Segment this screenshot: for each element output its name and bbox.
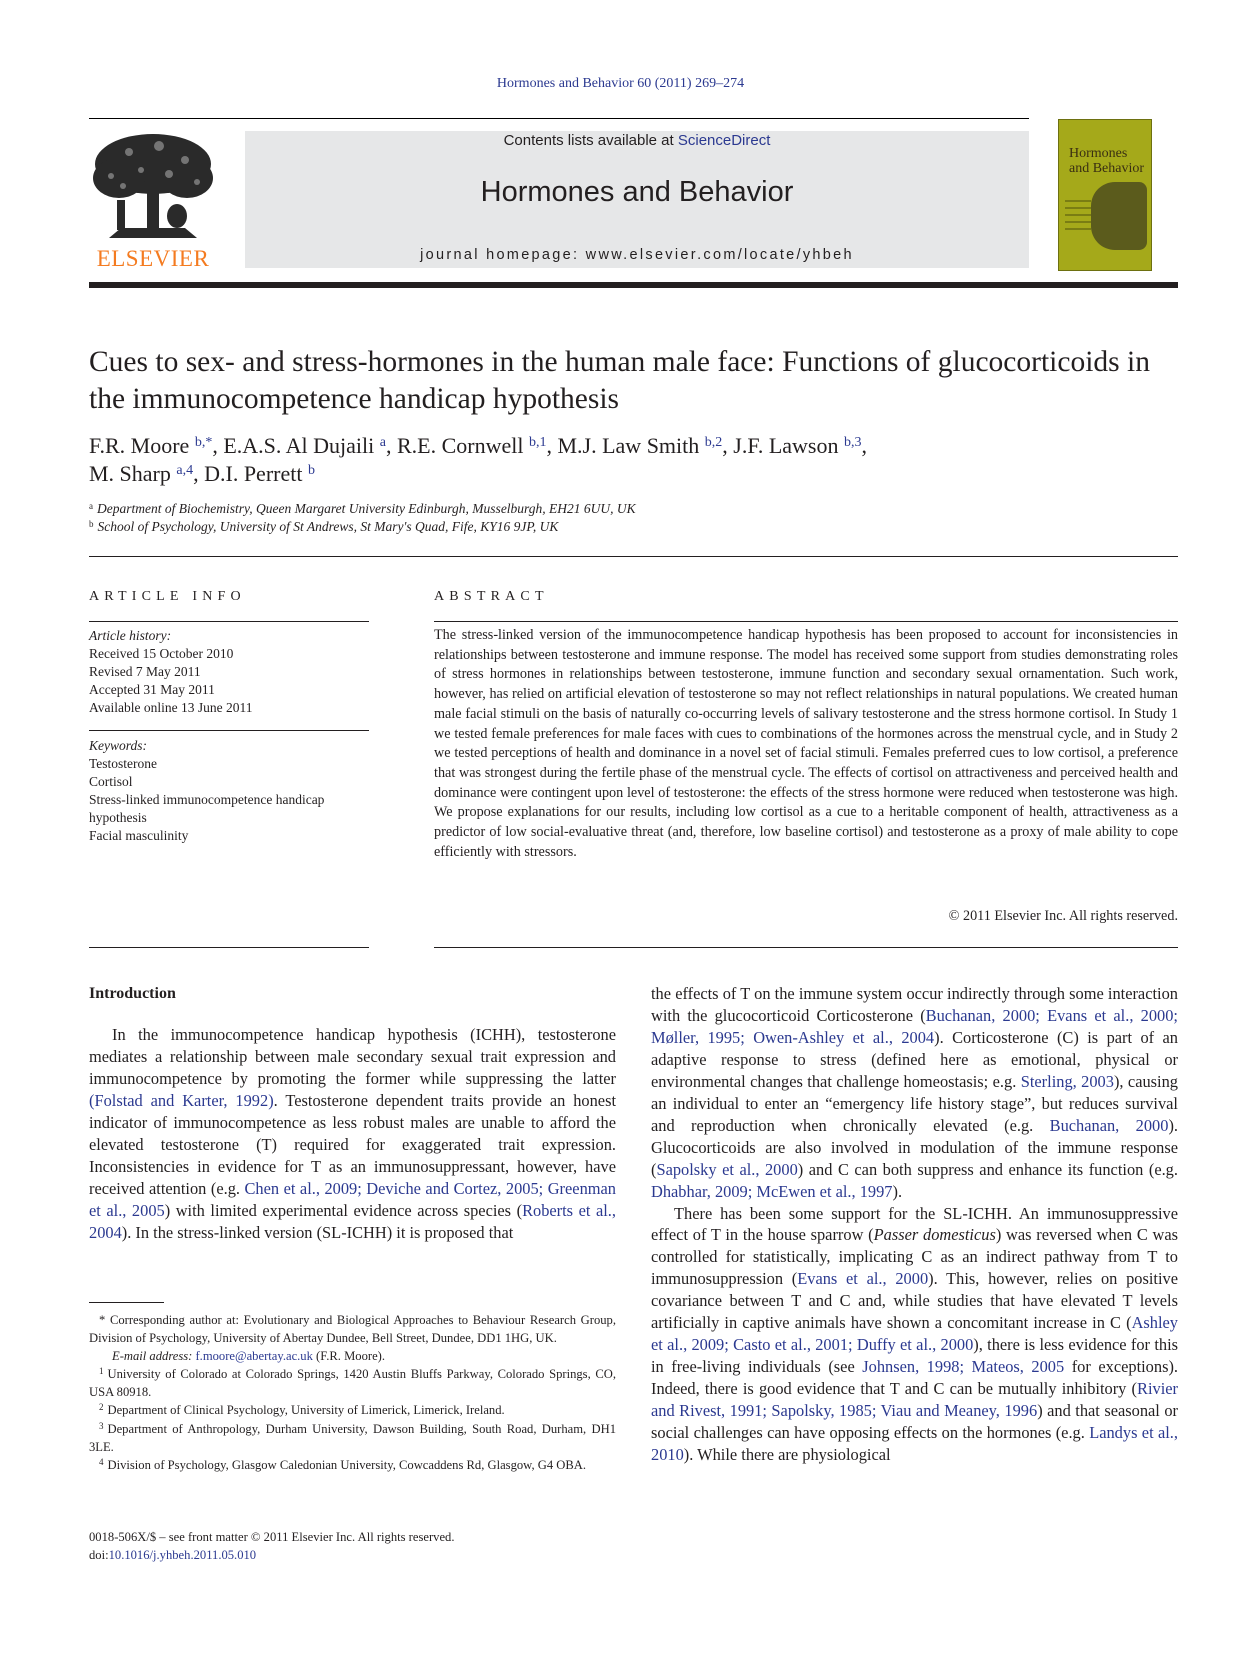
author: R.E. Cornwell (396, 433, 524, 458)
cover-title-line-2: and Behavior (1069, 161, 1145, 176)
citation-link[interactable]: Landys et al., 2010 (651, 1423, 1178, 1465)
body-text: ), causing an individual to enter an “emergency life history stage”, but reduces survival and reproduction when chronically elevated (e.g. (651, 1071, 1179, 1135)
affiliation-item (89, 518, 1179, 536)
intro-paragraph-2 (651, 983, 1178, 1203)
citation-link[interactable]: Rivier and Rivest, 1991; Sapolsky, 1985; Viau and Meaney, 1996 (651, 1379, 1178, 1421)
keyword-item: Testosterone (89, 756, 158, 771)
body-text: In the immunocompetence handicap hypothesis (ICHH), testosterone mediates a relationship between male secondary sexual trait expression and immunocompetence by promoting the former while suppressing the latter (89, 1025, 616, 1088)
keyword-item: Stress-linked immunocompetence handicap hypothesis (89, 792, 325, 825)
history-online: Available online 13 June 2011 (89, 700, 253, 715)
cover-title (1069, 146, 1144, 176)
journal-cover-thumbnail[interactable] (1058, 119, 1152, 271)
affiliation-mark: b (89, 519, 94, 529)
abstract-copyright: © 2011 Elsevier Inc. All rights reserved. (948, 908, 1178, 924)
author-separator: , (212, 433, 224, 458)
article-title: Cues to sex- and stress-hormones in the human male face: Functions of glucocorticoids in the immunocompetence handicap hypothesis (89, 346, 1150, 415)
footnote-4 (89, 1456, 616, 1474)
footnote-mark: 2 (99, 1402, 104, 1413)
body-text: ). (892, 1181, 903, 1201)
body-text: ). This, however, relies on positive covariance between T and C and, while studies that have elevated T levels artificially in captive animals have shown a concomitant increase in C ( (651, 1269, 1178, 1333)
sciencedirect-link[interactable]: ScienceDirect (677, 132, 771, 149)
footnote-rule (89, 1302, 164, 1303)
journal-title: Hormones and Behavior (480, 176, 794, 208)
abstract-text: The stress-linked version of the immunocompetence handicap hypothesis has been proposed to account for inconsistencies in relationships between testosterone and immune response. The model has received some support from studies demonstrating roles of stress hormones in relationships between testosterone, immune function and secondary sexual ornamentation. Such work, however, has relied on artificial elevation of testosterone so may not reflect relationships in natural populations. We created human male facial stimuli on the basis of naturally co-occurring levels of salivary testosterone and the stress hormone cortisol. In Study 1 we tested female preferences for male faces with cues to combinations of the hormones across the menstrual cycle, and in Study 2 we tested perceptions of health and dominance in a novel set of facial stimuli. Females preferred cues to low cortisol, a preference that was strongest during the fertile phase of the menstrual cycle. The effects of cortisol on attractiveness and perceived health and dominance were contingent upon level of testosterone: the effects of the stress hormone were reduced when testosterone was high. We propose explanations for our results, including low cortisol as a cue to a heritable component of health, attractiveness as a predictor of low social-evaluative threat (and, therefore, low baseline cortisol) and testosterone as a proxy of male ability to cope efficiently with stressors. (434, 627, 1178, 860)
footnote-text: Department of Clinical Psychology, University of Limerick, Limerick, Ireland. (107, 1403, 505, 1418)
article-info-rule-bottom (89, 947, 369, 948)
body-text: There has been some support for the SL-ICHH. An immunosuppressive effect of T in the house sparrow ( (651, 1203, 1178, 1245)
history-received: Received 15 October 2010 (89, 646, 234, 661)
doi-line (89, 1546, 689, 1564)
body-text: ). Corticosterone (C) is part of an adaptive response to stress (defined here as emotional, physical or environmental changes that challenge homeostasis; e.g. (651, 1027, 1179, 1091)
body-text: ) and C can both suppress and enhance its function (e.g. (797, 1159, 1178, 1179)
citation-link[interactable]: Dhabhar, 2009; McEwen et al., 1997 (651, 1181, 893, 1201)
issn-line: 0018-506X/$ – see front matter © 2011 Elsevier Inc. All rights reserved. (89, 1530, 455, 1544)
author-affil-mark[interactable]: a,4 (176, 463, 194, 478)
author-separator: , (385, 433, 397, 458)
species-name: Passer domesticus (873, 1225, 996, 1245)
footnote-mark: 4 (99, 1456, 104, 1467)
keywords-rule (89, 730, 369, 731)
citation-link[interactable]: Sapolsky et al., 2000 (656, 1159, 798, 1179)
elsevier-tree-icon (89, 130, 217, 242)
footnote-corresponding: * Corresponding author at: Evolutionary and Biological Approaches to Behaviour Research Group, Division of Psychology, University of Abertay Dundee, Bell Street, Dundee, DD1 1HG, UK. (89, 1313, 616, 1346)
keywords-label: Keywords: (89, 738, 147, 753)
author: J.F. Lawson (733, 433, 839, 458)
body-text: ). While there are physiological (683, 1445, 891, 1465)
citation-link[interactable]: Chen et al., 2009; Deviche and Cortez, 2005; Greenman et al., 2005 (89, 1178, 616, 1220)
body-text: ). Glucocorticoids are also involved in modulation of the immune response ( (651, 1115, 1178, 1179)
keyword-item: Cortisol (89, 774, 133, 789)
introduction-heading: Introduction (89, 985, 176, 1002)
body-text: for exceptions). Indeed, there is good evidence that T and C can be mutually inhibitory ( (651, 1357, 1179, 1399)
abstract-rule-bottom (434, 947, 1178, 948)
journal-reference[interactable]: Hormones and Behavior 60 (2011) 269–274 (496, 76, 745, 91)
contents-prefix: Contents lists available at (503, 132, 678, 149)
footnote-text: University of Colorado at Colorado Springs, 1420 Austin Bluffs Parkway, Colorado Springs, CO, USA 80918. (89, 1367, 616, 1400)
body-text: the effects of T on the immune system occur indirectly through some interaction with the glucocorticoid Corticosterone ( (651, 984, 1178, 1025)
cover-photo (1091, 182, 1147, 250)
footnote-text: Division of Psychology, Glasgow Caledonian University, Cowcaddens Rd, Glasgow, G4 OBA. (107, 1457, 587, 1472)
author-affil-mark[interactable]: b (307, 463, 315, 478)
citation-link[interactable]: Buchanan, 2000; Evans et al., 2000; Møller, 1995; Owen-Ashley et al., 2004 (651, 1005, 1178, 1047)
citation-link[interactable]: (Folstad and Karter, 1992) (89, 1090, 274, 1110)
affiliations (89, 500, 1179, 536)
cover-title-line-1: Hormones (1069, 146, 1128, 161)
author-affil-mark[interactable]: b,2 (704, 435, 723, 450)
author: M.J. Law Smith (557, 433, 700, 458)
affiliation-item (89, 500, 1179, 518)
body-column-right (651, 983, 1178, 1466)
top-rule (89, 118, 1029, 119)
citation-link[interactable]: Johnsen, 1998; Mateos, 2005 (862, 1357, 1065, 1377)
footnotes (89, 1311, 616, 1474)
journal-homepage[interactable]: journal homepage: www.elsevier.com/locate/yhbeh (420, 247, 854, 263)
email-label: E-mail address: (112, 1349, 196, 1364)
body-text: ) and that seasonal or social challenges can have opposing effects on the hormones (e.g. (651, 1401, 1179, 1443)
affiliation-mark: a (89, 501, 93, 511)
history-label: Article history: (89, 628, 172, 643)
article-info-heading: ARTICLE INFO (89, 589, 246, 604)
intro-paragraph-3 (651, 1203, 1178, 1466)
body-text: ) was reversed when C was controlled for statistically, implicating C as an indirect pathway from T to immunosuppression ( (651, 1225, 1178, 1289)
author-affil-mark[interactable]: b,1 (528, 435, 547, 450)
history-revised: Revised 7 May 2011 (89, 664, 201, 679)
cover-text-lines (1065, 200, 1091, 235)
body-text: ), there is less evidence for this in free-living individuals (see (651, 1335, 1178, 1377)
contents-line (245, 132, 1029, 149)
author-list (89, 432, 1179, 488)
author: F.R. Moore (89, 433, 190, 458)
footnote-3 (89, 1420, 616, 1456)
body-text: ). In the stress-linked version (SL-ICHH) it is proposed that (121, 1222, 514, 1242)
footnote-mark: 1 (99, 1366, 104, 1377)
affiliation-text: Department of Biochemistry, Queen Margaret University Edinburgh, Musselburgh, EH21 6UU, UK (97, 501, 636, 516)
history-accepted: Accepted 31 May 2011 (89, 682, 215, 697)
journal-banner (245, 131, 1029, 268)
author: D.I. Perrett (204, 461, 303, 486)
header-thick-rule (89, 282, 1178, 288)
email-link[interactable]: f.moore@abertay.ac.uk (195, 1349, 313, 1364)
article-info-rule-top (89, 621, 369, 622)
author-affil-mark[interactable]: b,3 (843, 435, 862, 450)
abstract-heading: ABSTRACT (434, 589, 549, 604)
footnote-text: Department of Anthropology, Durham University, Dawson Building, South Road, Durham, DH1 3LE. (89, 1421, 616, 1454)
citation-link[interactable]: Roberts et al., 2004 (89, 1200, 616, 1242)
doi-label: doi: (89, 1548, 109, 1562)
doi-link[interactable]: 10.1016/j.yhbeh.2011.05.010 (108, 1548, 257, 1562)
affiliation-text: School of Psychology, University of St Andrews, St Mary's Quad, Fife, KY16 9JP, UK (97, 519, 559, 534)
affiliations-rule (89, 556, 1178, 557)
email-suffix: (F.R. Moore). (312, 1349, 386, 1364)
author-separator: , (722, 433, 734, 458)
citation-link[interactable]: Buchanan, 2000 (1049, 1115, 1169, 1135)
author-separator: , (193, 461, 205, 486)
keywords (89, 737, 369, 845)
author: E.A.S. Al Dujaili (223, 433, 375, 458)
abstract-rule-top (434, 621, 1178, 622)
citation-link[interactable]: Ashley et al., 2009; Casto et al., 2001; Duffy et al., 2000 (651, 1313, 1178, 1355)
body-column-left (89, 1024, 616, 1244)
author-affil-mark[interactable]: b,* (194, 435, 213, 450)
citation-link[interactable]: Sterling, 2003 (1020, 1071, 1114, 1091)
issn-doi-block (89, 1528, 689, 1564)
author-affil-mark[interactable]: a (379, 435, 386, 450)
body-text: ) with limited experimental evidence across species ( (164, 1200, 523, 1220)
keyword-item: Facial masculinity (89, 828, 189, 843)
author-separator: , (861, 433, 867, 458)
footnote-mark: 3 (99, 1420, 104, 1431)
footnote-2 (89, 1401, 616, 1419)
body-text: . Testosterone dependent traits provide an honest indicator of immunocompetence as less robust males are unable to afford the elevated testosterone (T) required for exaggerated trait expression. Inconsistencies in evidence for T as an immunosuppressant, however, have received attention (e.g. (89, 1090, 616, 1198)
author-separator: , (546, 433, 558, 458)
elsevier-logo (89, 130, 217, 272)
article-history (89, 627, 369, 717)
elsevier-wordmark: ELSEVIER (96, 246, 210, 271)
footnote-1 (89, 1365, 616, 1401)
footnote-email (89, 1347, 616, 1365)
intro-paragraph-1 (89, 1024, 616, 1244)
author: M. Sharp (89, 461, 171, 486)
citation-link[interactable]: Evans et al., 2000 (797, 1269, 929, 1289)
